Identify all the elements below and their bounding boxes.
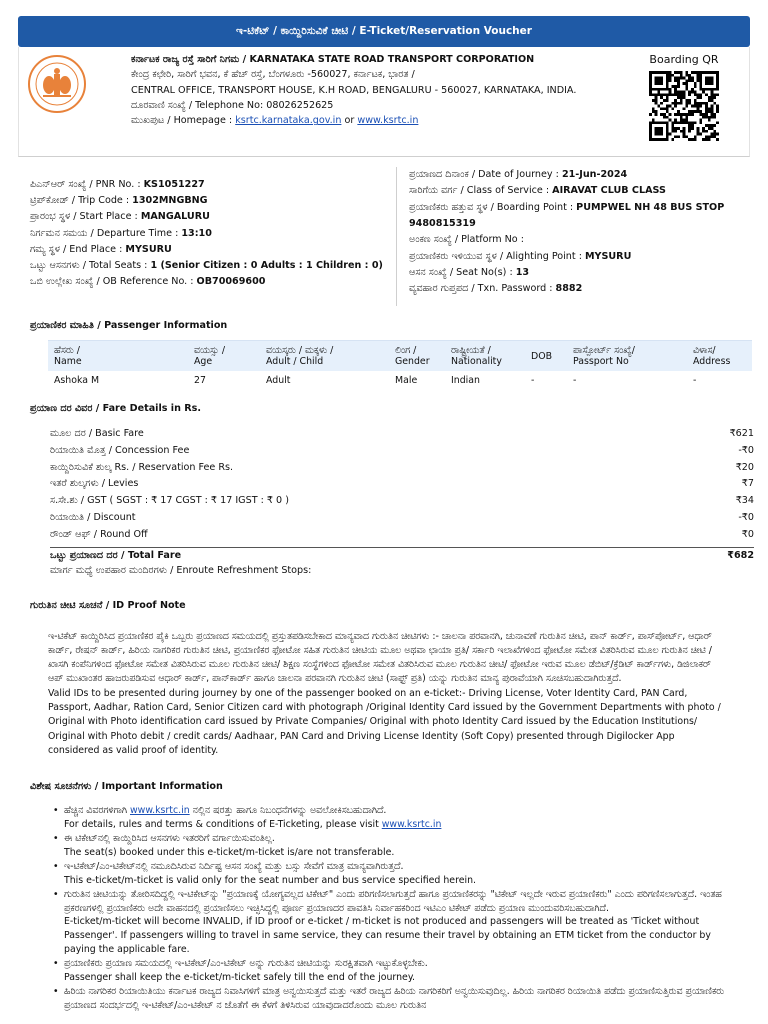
fare-row: [50, 443, 754, 460]
column-header-english: Age: [194, 356, 213, 368]
journey-details: [18, 157, 750, 306]
fare-label: ರಿಯಾಯಿತಿ / Discount: [50, 512, 136, 524]
passenger-cell: -: [693, 374, 697, 386]
column-header-kannada: ಪಾಸ್ಪೋರ್ಟ್ ಸಂಖ್ಯೆ/: [573, 344, 635, 356]
passenger-column-header: [445, 340, 525, 370]
ksrtc-logo: [27, 54, 87, 114]
journey-field-value: 1 (Senior Citizen : 0 Adults : 1 Children : 0): [150, 260, 383, 272]
fare-row: [50, 493, 754, 510]
important-info-kannada: [64, 888, 728, 916]
journey-field: [30, 276, 396, 289]
fare-amount: -₹0: [738, 512, 754, 524]
passenger-column-header: [389, 340, 445, 370]
info-text: ಪ್ರಯಾಣಿಕರು ಪ್ರಯಾಣ ಸಮಯದಲ್ಲಿ ಇ-ಟಿಕೇಟ್/ಎಂ-ಟಿಕೇಟ್ ಅನ್ನು ಗುರುತಿನ ಚೀಟಿಯನ್ನು ಸುರಕ್ಷಿತವಾಗಿ ಇಟ್ಟುಕೊಳ್ಳಬೇಕು.: [64, 958, 428, 970]
important-info-english: [64, 971, 728, 985]
info-text: This e-ticket/m-ticket is valid only for the seat number and bus service specified herein.: [64, 874, 477, 886]
homepage-link-primary[interactable]: ksrtc.karnataka.gov.in: [235, 115, 342, 127]
corporation-header: [18, 47, 750, 157]
passenger-cell: Adult: [266, 374, 291, 386]
journey-field: [30, 195, 396, 208]
fare-label: ಕಾಯ್ದಿರಿಸುವಿಕೆ ಶುಲ್ಕ Rs. / Reservation Fee Rs.: [50, 461, 234, 473]
fare-total-amount: ₹682: [727, 549, 754, 561]
homepage-link-secondary[interactable]: www.ksrtc.in: [357, 115, 419, 127]
info-text: ಈ ಟಿಕೇಟ್‌ನಲ್ಲಿ ಕಾಯ್ದಿರಿಸಿದ ಆಸನಗಳು ಇತರರಿಗೆ ವರ್ಗಾಯಿಸುವಂತಿಲ್ಲ.: [64, 833, 275, 844]
journey-field-value: AIRAVAT CLUB CLASS: [552, 185, 666, 197]
fare-amount: ₹34: [735, 495, 754, 507]
fare-amount: ₹621: [729, 428, 754, 440]
journey-field-label: ಪ್ರಯಾಣಿಕರು ಇಳಿಯುವ ಸ್ಥಳ / Alighting Point :: [409, 250, 585, 262]
passenger-cell: 27: [194, 374, 206, 386]
homepage-label: ಮುಖಪುಟ / Homepage :: [131, 115, 236, 127]
fare-amount: ₹7: [741, 478, 754, 490]
passenger-cell: -: [573, 374, 577, 386]
voucher-title-banner: ಇ-ಟಿಕೆಟ್ / ಕಾಯ್ದಿರಿಸುವಿಕೆ ಚೀಟಿ / E-Ticket/Reservation Voucher: [18, 16, 750, 47]
journey-field-value: PUMPWEL NH 48 BUS STOP: [576, 201, 725, 213]
journey-field-label: ಒಟ್ಟು ಆಸನಗಳು / Total Seats :: [30, 260, 151, 272]
important-info-kannada: [64, 985, 728, 1013]
column-header-english: Name: [54, 356, 82, 368]
fare-amount: ₹20: [735, 461, 754, 473]
journey-field-label: ಒಬಿ ಉಲ್ಲೇಖ ಸಂಖ್ಯೆ / OB Reference No. :: [30, 276, 197, 288]
important-info-kannada: [64, 832, 728, 846]
journey-field-label: ಪ್ರಯಾಣಿಕರು ಹತ್ತುವ ಸ್ಥಳ / Boarding Point :: [409, 201, 577, 213]
journey-field: [409, 185, 750, 198]
fare-label: ರಿಯಾಯಿತಿ ಮೊತ್ತ / Concession Fee: [50, 444, 190, 456]
journey-field-value: MYSURU: [584, 250, 632, 262]
fare-label: ಸ.ಸೇ.ಶು / GST ( SGST : ₹ 17 CGST : ₹ 17 IGST : ₹ 0 ): [50, 495, 289, 507]
corporation-details: [87, 53, 625, 156]
fare-label: ರೌಂಡ್ ಆಫ್ / Round Off: [50, 528, 148, 540]
website-link[interactable]: www.ksrtc.in: [130, 805, 190, 817]
journey-field-value: KS1051227: [143, 179, 205, 190]
journey-field: [409, 251, 750, 264]
journey-field-label: ಸಾರಿಗೆಯ ವರ್ಗ / Class of Service :: [409, 185, 553, 197]
fare-row: [50, 426, 754, 443]
column-header-english: Gender: [395, 356, 430, 368]
info-text: Passenger shall keep the e-ticket/m-ticket safely till the end of the journey.: [64, 972, 416, 984]
info-text: ಇ-ಟಿಕೇಟ್/ಎಂ-ಟಿಕೇಟ್‌ನಲ್ಲಿ ನಮೂದಿಸಿರುವ ನಿರ್ದಿಷ್ಟ ಆಸನ ಸಂಖ್ಯೆ ಮತ್ತು ಬಸ್ಸು ಸೇವೆಗೆ ಮಾತ್ರ ಮಾನ್ಯವಾಗಿರುತ್ತದೆ.: [64, 860, 404, 872]
important-info-english: [64, 846, 728, 860]
important-info-english: [64, 818, 728, 832]
fare-amount: -₹0: [738, 444, 754, 456]
column-header-kannada: ವಯಸ್ಕರು / ಮಕ್ಕಳು /: [266, 344, 334, 356]
enroute-refreshment-stops: ಮಾರ್ಗ ಮಧ್ಯೆ ಉಪಹಾರ ಮಂದಿರಗಳು / Enroute Refreshment Stops:: [50, 564, 312, 576]
passenger-table-body: [48, 371, 752, 390]
journey-field-label: ಆಸನ ಸಂಖ್ಯೆ / Seat No(s) :: [409, 266, 516, 278]
column-header-english: Adult / Child: [266, 356, 324, 368]
fare-label: ಮೂಲ ದರ / Basic Fare: [50, 428, 144, 440]
journey-details-right: [396, 167, 750, 306]
journey-details-left: [30, 167, 396, 306]
column-header-kannada: ರಾಷ್ಟ್ರೀಯತೆ /: [451, 344, 491, 356]
address-kannada: ಕೇಂದ್ರ ಕಛೇರಿ, ಸಾರಿಗೆ ಭವನ, ಕೆ ಹೆಚ್ ರಸ್ತೆ, ಬೆಂಗಳೂರು -560027, ಕರ್ನಾಟಕ, ಭಾರತ /: [131, 69, 415, 81]
journey-field-value: 1302MNGBNG: [132, 195, 208, 207]
journey-field-value: 9480815319: [409, 217, 476, 229]
column-header-kannada: ವಿಳಾಸ/: [693, 344, 716, 356]
passenger-column-header: [567, 340, 687, 370]
passenger-table-header: [48, 340, 752, 370]
info-text: ಹೆಚ್ಚಿನ ವಿವರಗಳಿಗಾಗಿ: [64, 805, 130, 817]
journey-field: [409, 169, 750, 182]
journey-field-label: ಪ್ರಾರಂಭ ಸ್ಥಳ / Start Place :: [30, 211, 141, 223]
fare-total-row: [50, 547, 754, 565]
passenger-column-header: [525, 340, 567, 370]
corporation-name: ಕರ್ನಾಟಕ ರಾಜ್ಯ ರಸ್ತೆ ಸಾರಿಗೆ ನಿಗಮ / KARNATAKA STATE ROAD TRANSPORT CORPORATION: [131, 54, 535, 65]
important-info-item: [64, 957, 728, 985]
journey-field: [409, 218, 750, 231]
important-info-item: [64, 860, 728, 888]
journey-field: [30, 211, 396, 224]
journey-field-label: ಪಿಎನ್ಆರ್ ಸಂಖ್ಯೆ / PNR No. :: [30, 179, 144, 190]
journey-field: [30, 244, 396, 257]
journey-field-label: ವ್ಯವಹಾರ ಗುಪ್ತಪದ / Txn. Password :: [409, 283, 556, 295]
journey-field-value: 21-Jun-2024: [561, 169, 628, 180]
fare-amount: ₹0: [741, 528, 754, 540]
column-header-kannada: ಲಿಂಗ /: [395, 344, 417, 356]
address-english: CENTRAL OFFICE, TRANSPORT HOUSE, K.H ROAD, BENGALURU - 560027, KARNATAKA, INDIA.: [131, 84, 577, 96]
journey-field: [30, 179, 396, 192]
passenger-column-header: [48, 340, 188, 370]
important-info-item: [64, 985, 728, 1013]
passenger-cell: -: [531, 374, 535, 386]
info-text: The seat(s) booked under this e-ticket/m-ticket is/are not transferable.: [64, 846, 395, 858]
boarding-qr-code: [649, 71, 719, 141]
important-info-kannada: [64, 804, 728, 818]
info-text: For details, rules and terms & conditions of E-Ticketing, please visit: [64, 819, 382, 831]
telephone: ದೂರವಾಣಿ ಸಂಖ್ಯೆ / Telephone No: 08026252625: [131, 99, 334, 111]
passenger-cell: Male: [395, 374, 418, 386]
journey-field-value: MYSURU: [125, 243, 172, 255]
column-header-english: Address: [693, 356, 731, 368]
journey-field-label: ಟ್ರಿಪ್‌ಕೋಡ್ / Trip Code :: [30, 195, 133, 207]
important-info-kannada: [64, 860, 728, 874]
info-text: ಹಿರಿಯ ನಾಗರಿಕರ ರಿಯಾಯಿತಿಯು ಕರ್ನಾಟಕ ರಾಜ್ಯದ ನಿವಾಸಿಗಳಿಗೆ ಮಾತ್ರ ಅನ್ವಯಿಸುತ್ತದೆ ಮತ್ತು ಇತರೆ ರಾಜ್ಯದ ಹಿರಿಯ ನಾಗರಿಕರಿಗೆ ಅನ್ವಯಿಸುವುದಿಲ್ಲ. ಹಿರಿಯ ನಾಗರಿಕರ ರಿಯಾಯಿತಿ ಪಡೆದು ಪ್ರಯಾಣಿಸುತ್ತಿರುವ ಪ್ರಯಾಣಿಕರು ಪ್ರಯಾಣದ ಸಂದರ್ಭದಲ್ಲಿ ಇ-ಟಿಕೇಟ್/ಎಂ-ಟಿಕೇಟ್ ನ ಜೊತೆಗೆ ಈ ಕೆಳಗೆ ತಿಳಿಸಿರುವ ಯಾವುದಾದರೊಂದು ಮೂಲ ಗುರುತಿನ: [64, 985, 725, 1011]
important-info-item: [64, 888, 728, 958]
id-proof-kannada: ಇ-ಟಿಕೆಟ್ ಕಾಯ್ದಿರಿಸಿದ ಪ್ರಯಾಣಿಕರ ಪೈಕಿ ಒಬ್ಬರು ಪ್ರಯಾಣದ ಸಮಯದಲ್ಲಿ ಪ್ರಸ್ತುತಪಡಿಸಬೇಕಾದ ಮಾನ್ಯವಾದ ಗುರುತಿನ ಚೀಟಿಗಳು :- ಚಾಲನಾ ಪರವಾನಗಿ, ಚುನಾವಣೆ ಗುರುತಿನ ಚೀಟಿ, ಪಾನ್ ಕಾರ್ಡ್, ಪಾಸ್‌ಪೋರ್ಟ್, ಆಧಾರ್ ಕಾರ್ಡ್, ರೇಷನ್ ಕಾರ್ಡ್, ಹಿರಿಯ ನಾಗರಿಕರ ಗುರುತಿನ ಚೀಟಿ, ಪ್ರಯಾಣಿಕರ ಫೋಟೋ ಸಹಿತ ಗುರುತಿನ ಚೀಟಿಯ ಮೂಲ ಅಥವಾ ಛಾಯಾ ಪ್ರತಿ/ ಸರ್ಕಾರಿ ಇಲಾಖೆಗಳಿಂದ ಫೋಟೋ ಸಮೇತ ವಿತರಿಸಿರುವ ಮೂಲ ಗುರುತಿನ ಚೀಟಿ / ಖಾಸಗಿ ಕಂಪೆನಿಗಳಿಂದ ಫೋಟೋ ಸಮೇತ ವಿತರಿಸಿರುವ ಮೂಲ ಗುರುತಿನ ಚೀಟಿ/ ಶಿಕ್ಷಣ ಸಂಸ್ಥೆಗಳಿಂದ ಫೋಟೋ ಸಮೇತ ವಿತರಿಸಿರುವ ಮೂಲ ಗುರುತಿನ ಚೀಟಿ/ ಫೋಟೋ ಇರುವ ಮೂಲ ಡೆಬಿಟ್/ಕ್ರೆಡಿಟ್ ಕಾರ್ಡ್‌ಗಳು, ಡಿಜಿಲಾಕರ್ ಆಪ್ ಮುಖಾಂತರ ಹಾಜರುಪಡಿಸುವ ಆಧಾರ್ ಕಾರ್ಡ್, ಪಾನ್‌ಕಾರ್ಡ್ ಹಾಗೂ ಚಾಲನಾ ಪರವಾನಗಿ ಗುರುತಿನ ಚೀಟಿ (ಸಾಫ್ಟ್ ಪ್ರತಿ) ಯನ್ನು ಗುರುತಿನ ಮಾನ್ಯ ಪುರಾವೆಯಾಗಿ ಸೂಚಿಸಬಹುದಾಗಿರುತ್ತದೆ.: [48, 630, 712, 685]
journey-field-value: MANGALURU: [140, 211, 210, 223]
important-info-item: [64, 804, 728, 832]
homepage-or: or: [341, 115, 358, 127]
fare-details: [50, 426, 754, 565]
important-info-kannada: [64, 957, 728, 971]
id-proof-note: [48, 630, 728, 759]
important-info-list: [64, 804, 728, 1013]
homepage: [131, 115, 625, 128]
journey-field-label: ನಿರ್ಗಮನ ಸಮಯ / Departure Time :: [30, 227, 182, 239]
passenger-table: [48, 340, 752, 389]
column-header-kannada: DOB: [531, 350, 553, 362]
column-header-english: Nationality: [451, 356, 502, 368]
journey-field-label: ಅಂಕಣ ಸಂಖ್ಯೆ / Platform No :: [409, 234, 524, 246]
fare-total-label: ಒಟ್ಟು ಪ್ರಯಾಣದ ದರ / Total Fare: [50, 549, 182, 561]
fare-row: [50, 477, 754, 494]
passenger-column-header: [188, 340, 260, 370]
journey-field: [409, 202, 750, 215]
journey-field-value: OB70069600: [196, 276, 266, 288]
journey-field: [30, 260, 396, 273]
journey-field-label: ಪ್ರಯಾಣದ ದಿನಾಂಕ / Date of Journey :: [409, 169, 562, 180]
fare-row: [50, 460, 754, 477]
journey-field: [30, 228, 396, 241]
passenger-cell: Indian: [451, 374, 480, 386]
passenger-cell: Ashoka M: [54, 374, 100, 386]
important-info-title: ವಿಶೇಷ ಸೂಚನೆಗಳು / Important Information: [30, 781, 223, 793]
journey-field-value: 8882: [555, 283, 583, 295]
column-header-english: Passport No: [573, 356, 629, 368]
website-link[interactable]: www.ksrtc.in: [381, 819, 442, 831]
info-text: ನಲ್ಲಿನ ಷರತ್ತು ಹಾಗೂ ನಿಬಂಧನೆಗಳನ್ನು ಅವಲೋಕಿಸಬಹುದಾಗಿದೆ.: [189, 805, 387, 817]
passenger-column-header: [687, 340, 752, 370]
fare-row: [50, 527, 754, 544]
info-text: E-ticket/m-ticket will become INVALID, if ID proof or e-ticket / m-ticket is not produced and passengers will be treated as 'Ticket without Passenger'. If passengers willing to travel in same service, they can resume their travel by obtaining an ETM ticket from the conductor by paying the applicable fare.: [64, 916, 711, 956]
info-text: ಗುರುತಿನ ಚೀಟಿಯನ್ನು ತೋರಿಸದಿದ್ದಲ್ಲಿ ಇ-ಟಿಕೇಟ್‌ನ್ನು "ಪ್ರಯಾಣಕ್ಕೆ ಯೋಗ್ಯವಲ್ಲದ ಟಿಕೇಟ್" ಎಂದು ಪರಿಗಣಿಸಲಾಗುತ್ತದೆ ಹಾಗೂ ಪ್ರಯಾಣಿಕರನ್ನು "ಟಿಕೇಟ್ ಇಲ್ಲದೇ ಇರುವ ಪ್ರಯಾಣಿಕರು" ಎಂದು ಪರಿಗಣಿಸಲಾಗುತ್ತದೆ. ಇಂತಹ ಪ್ರಕರಣಗಳಲ್ಲಿ ಪ್ರಯಾಣಿಕರು ಅದೇ ವಾಹನದಲ್ಲಿ ಪ್ರಯಾಣಿಸಲು ಇಚ್ಛಿಸಿದ್ದಲ್ಲಿ ಪೂರ್ಣ ಪ್ರಯಾಣದರ ಪಾವತಿಸಿ ನಿರ್ವಾಹಕರಿಂದ ಇಟಿಎಂ ಟಿಕೇಟ್ ಪಡೆದು ಪ್ರಯಾಣ ಮುಂದುವರಿಸಬಹುದಾಗಿದೆ.: [64, 888, 722, 914]
journey-field-value: 13: [515, 266, 530, 278]
id-proof-section-title: ಗುರುತಿನ ಚೀಟಿ ಸೂಚನೆ / ID Proof Note: [30, 599, 186, 611]
fare-section-title: ಪ್ರಯಾಣ ದರ ವಿವರ / Fare Details in Rs.: [30, 403, 201, 415]
fare-row: [50, 510, 754, 527]
journey-field: [409, 283, 750, 296]
important-info-english: [64, 915, 728, 957]
column-header-kannada: ವಯಸ್ಸು /: [194, 344, 226, 356]
passenger-row: [48, 371, 752, 390]
boarding-qr-block: [625, 53, 743, 156]
column-header-kannada: ಹೆಸರು /: [54, 344, 80, 356]
passenger-column-header: [260, 340, 389, 370]
id-proof-english: Valid IDs to be presented during journey by one of the passenger booked on an e-ticket:- Driving License, Voter Identity Card, PAN Card, Passport, Aadhar, Ration Card, Senior Citizen card with photograph /Original Identity Card issued by the Government Departments with photo / Original with Photo identification card issued by Private Companies/ Original with photo Identity Card issued by the Education Institutions/ Original with Photo debit / credit cards/ Aadhaar, PAN Card and Driving License Identity (Soft Copy) presented through Digilocker App considered as valid proof of identity.: [48, 687, 721, 756]
important-info-english: [64, 874, 728, 888]
journey-field: [409, 267, 750, 280]
journey-field-label: ಗಮ್ಯ ಸ್ಥಳ / End Place :: [30, 243, 126, 255]
fare-label: ಇತರೆ ಶುಲ್ಕಗಳು / Levies: [50, 478, 139, 490]
passenger-section-title: ಪ್ರಯಾಣಿಕರ ಮಾಹಿತಿ / Passenger Information: [30, 320, 228, 331]
important-info-item: [64, 832, 728, 860]
journey-field: [409, 234, 750, 247]
journey-field-value: 13:10: [181, 227, 212, 239]
boarding-qr-label: Boarding QR: [649, 53, 719, 66]
